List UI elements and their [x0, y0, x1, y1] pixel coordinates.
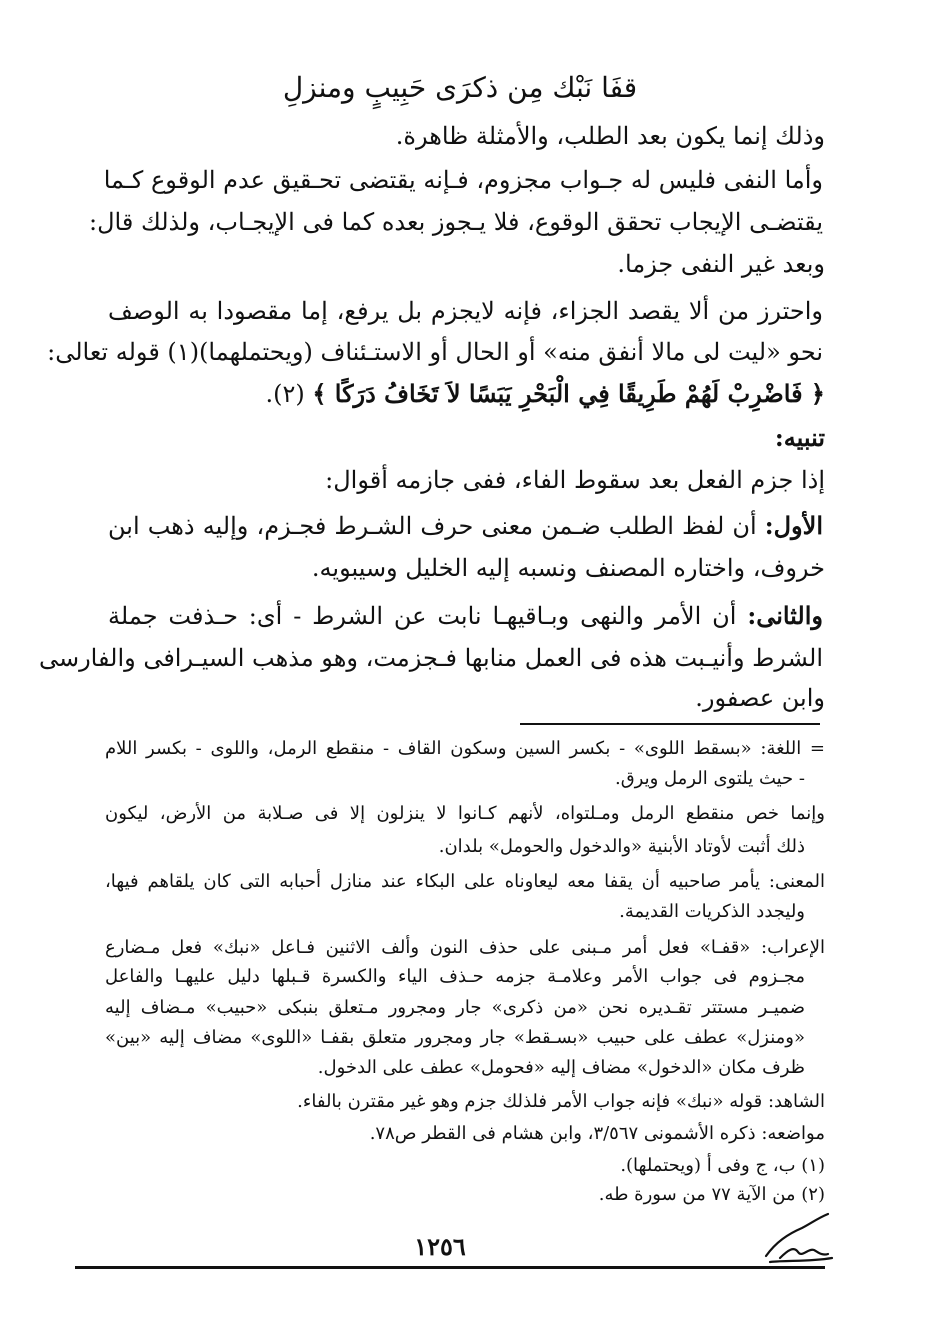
section-heading: تنبيه:: [774, 423, 825, 452]
body-line-14: وابن عصفور.: [695, 684, 825, 712]
body-line-12: [108, 598, 823, 634]
footnote-line-5: المعنى: يأمر صاحبيه أن يقفا معه ليعاوناه على البكاء عند منازل أحبابه التى كان يلقاهم فيها،: [105, 871, 825, 892]
body-line-9: إذا جزم الفعل بعد سقوط الفاء، ففى جازمه أقوال:: [325, 466, 825, 494]
quran-verse-line: [105, 376, 825, 412]
body-line-2: وأما النفى فليس له جـواب مجزوم، فـإنه يقتضى تحـقيق عدم الوقوع كـما: [103, 166, 823, 194]
footnote-line-15: (٢) من الآية ٧٧ من سورة طه.: [598, 1184, 825, 1205]
body-line-3: يقتضـى الإيجاب تحقق الوقوع، فلا يـجوز بعده كما فى الإيجـاب، ولذلك قال:: [89, 208, 823, 236]
footnote-ref-2: (٢).: [265, 380, 305, 408]
footnote-line-9: ضميـر مستتر تقـديره نحن «من ذكرى» جار ومجرور مـتعلق بنبكى «حبيب» مـضاف إليه: [105, 997, 805, 1018]
footnote-line-6: وليجدد الذكريات القديمة.: [619, 901, 805, 922]
second-opinion-text: أن الأمر والنهى وبـاقيهـا نابت عن الشرط - أى: حـذفت جملة: [108, 602, 748, 630]
quran-verse: ﴿ فَاضْرِبْ لَهُمْ طَرِيقًا فِي الْبَحْرِ يَبَسًا لاَ تَخَافُ دَرَكًا ﴾: [312, 379, 825, 408]
footnote-line-4: ذلك أثبت لأوتاد الأبنية «والدخول والحومل» بلدان.: [438, 836, 805, 857]
footnote-line-1: = اللغة: «بسقط اللوى» - بكسر السين وسكون القاف - منقطع الرمل، واللوى - بكسر اللام: [105, 738, 825, 759]
footnote-line-2: - حيث يلتوى الرمل ويرق.: [614, 768, 805, 789]
body-line-5: واحترز من ألا يقصد الجزاء، فإنه لايجزم بل يرفع، إما مقصودا به الوصف: [108, 297, 823, 325]
second-opinion-label: والثانى:: [747, 601, 823, 630]
body-line-6: نحو «ليت لى مالا أنفق منه» أو الحال أو الاستـئناف (ويحتملهما)(١) قوله تعالى:: [47, 338, 823, 366]
footnote-separator: [520, 723, 820, 725]
footnote-line-11: ظرف مكان «الدخول» مضاف إليه «فحومل» عطف على الدخول.: [317, 1057, 805, 1078]
body-line-4: وبعد غير النفى جزما.: [617, 250, 825, 278]
handwritten-signature-icon: [758, 1212, 838, 1268]
footnote-line-7: الإعراب: «قفـا» فعل أمر مـبنى على حذف النون وألف الاثنين فـاعل «نبك» فعل مـضارع: [105, 937, 825, 958]
first-opinion-text: أن لفظ الطلب ضـمن معنى حرف الشـرط فجـزم، وإليه ذهب ابن: [108, 512, 765, 540]
footnote-line-13: مواضعه: ذكره الأشمونى ٣/٥٦٧، وابن هشام فى القطر ص٧٨.: [369, 1123, 825, 1144]
body-line-10: [108, 508, 823, 544]
footnote-line-3: وإنما خص منقطع الرمل ومـلتواه، لأنهم كـانوا لا ينزلون إلا فى صـلابة من الأرض، ليكون: [105, 803, 825, 824]
body-line-1: وذلك إنما يكون بعد الطلب، والأمثلة ظاهرة.: [395, 122, 825, 150]
bottom-rule: [75, 1266, 825, 1269]
footnote-line-14: (١) ب، ج وفى أ (ويحتملها).: [620, 1155, 825, 1176]
footnote-line-10: «ومنزل» عطف على حبيب «بسـقط» جار ومجرور متعلق بقفـا «اللوى» مضاف إليه «بين»: [105, 1027, 805, 1048]
poem-verse: قفَا نَبْك مِن ذكرَى حَبِيبٍ ومنزلِ: [282, 71, 638, 104]
body-line-11: خروف، واختاره المصنف ونسبه إليه الخليل وسيبويه.: [311, 554, 825, 582]
first-opinion-label: الأول:: [764, 511, 823, 540]
page-number: ١٢٥٦: [414, 1232, 466, 1261]
footnote-line-12: الشاهد: قوله «نبك» فإنه جواب الأمر فلذلك جزم وهو غير مقترن بالفاء.: [297, 1091, 825, 1112]
footnote-line-8: مجـزوم فى جواب الأمر وعلامـة جزمه حـذف الياء والكسرة قـبلها دليل عليهـا والفاعل: [105, 966, 805, 987]
body-line-13: الشرط وأنيـبت هذه فى العمل منابها فـجزمت، وهو مذهب السيـرافى والفارسى: [38, 644, 823, 672]
